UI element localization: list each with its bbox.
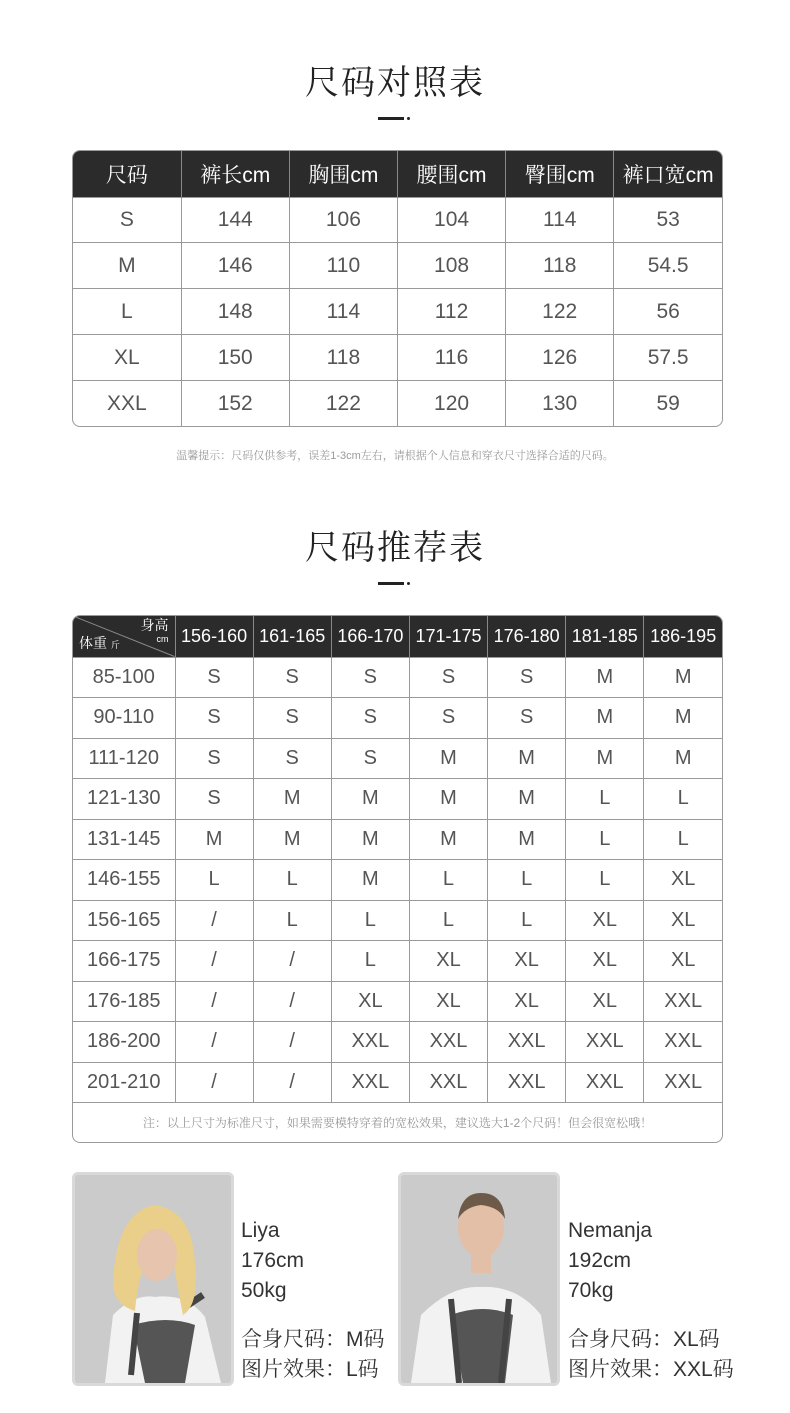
size-cell: 146	[181, 243, 289, 289]
recommend-cell: XXL	[488, 1062, 566, 1103]
size-cell: XL	[73, 335, 181, 381]
size-cell: 120	[397, 381, 505, 426]
recommend-cell: L	[331, 900, 409, 941]
model-name: Nemanja	[568, 1219, 653, 1242]
recommend-chart-title: 尺码推荐表	[305, 529, 485, 567]
weight-cell: 131-145	[73, 819, 175, 860]
model-photo-liya	[72, 1172, 234, 1386]
model-photo-size: 图片效果：XXL码	[568, 1358, 734, 1381]
model-weight: 50kg	[241, 1279, 287, 1302]
recommend-cell: M	[488, 779, 566, 820]
weight-cell: 121-130	[73, 779, 175, 820]
table-row	[73, 738, 722, 779]
recommend-cell: XL	[409, 941, 487, 982]
size-cell: 53	[614, 197, 722, 243]
size-cell: 108	[397, 243, 505, 289]
recommend-cell: XXL	[644, 981, 722, 1022]
size-cell: 116	[397, 335, 505, 381]
weight-cell: 166-175	[73, 941, 175, 982]
corner-height-label: 身高	[140, 617, 169, 633]
recommend-cell: S	[409, 698, 487, 739]
corner-weight-unit: 斤	[110, 639, 120, 650]
corner-header	[73, 616, 175, 657]
recommend-cell: XXL	[566, 1062, 644, 1103]
height-header-cell: 171-175	[409, 616, 487, 657]
size-cell: 114	[506, 197, 614, 243]
size-cell: 59	[614, 381, 722, 426]
recommend-cell: XL	[644, 860, 722, 901]
weight-cell: 111-120	[73, 738, 175, 779]
recommend-cell: L	[175, 860, 253, 901]
recommend-cell: L	[488, 900, 566, 941]
size-header-cell: 裤长cm	[181, 151, 289, 197]
weight-cell: 90-110	[73, 698, 175, 739]
recommend-cell: L	[566, 819, 644, 860]
size-cell: 130	[506, 381, 614, 426]
recommend-cell: XXL	[488, 1022, 566, 1063]
size-cell: 110	[289, 243, 397, 289]
height-header-cell: 186-195	[644, 616, 722, 657]
recommend-cell: L	[644, 819, 722, 860]
recommend-cell: S	[331, 698, 409, 739]
table-row	[73, 289, 722, 335]
height-header-cell: 181-185	[566, 616, 644, 657]
recommend-cell: XL	[566, 941, 644, 982]
recommend-cell: S	[253, 657, 331, 698]
recommend-cell: M	[644, 657, 722, 698]
recommend-cell: S	[488, 698, 566, 739]
model-photo-nemanja	[398, 1172, 560, 1386]
recommend-cell: XL	[644, 941, 722, 982]
recommend-cell: L	[409, 860, 487, 901]
recommend-cell: M	[644, 738, 722, 779]
recommend-cell: /	[253, 981, 331, 1022]
recommend-cell: XL	[409, 981, 487, 1022]
size-cell: XXL	[73, 381, 181, 426]
model-photo-size: 图片效果：L码	[241, 1358, 379, 1381]
weight-cell: 146-155	[73, 860, 175, 901]
weight-cell: 85-100	[73, 657, 175, 698]
table-row	[73, 657, 722, 698]
recommend-cell: M	[488, 738, 566, 779]
recommend-note: 注：以上尺寸为标准尺寸，如果需要模特穿着的宽松效果，建议选大1-2个尺码！但会很宽松哦！	[73, 1102, 722, 1142]
recommend-cell: XL	[488, 981, 566, 1022]
size-tip: 温馨提示：尺码仅供参考，误差1-3cm左右，请根据个人信息和穿衣尺寸选择合适的尺码。	[176, 450, 614, 462]
corner-weight-label: 体重	[79, 634, 107, 651]
size-cell: 56	[614, 289, 722, 335]
recommend-cell: XXL	[409, 1062, 487, 1103]
model-fit-size: 合身尺码：XL码	[568, 1328, 720, 1351]
model-height: 176cm	[241, 1249, 305, 1272]
recommend-cell: XXL	[644, 1022, 722, 1063]
table-row	[73, 1062, 722, 1103]
recommend-cell: M	[409, 738, 487, 779]
height-header-cell: 166-170	[331, 616, 409, 657]
recommend-cell: XL	[566, 900, 644, 941]
size-cell: 150	[181, 335, 289, 381]
size-cell: 112	[397, 289, 505, 335]
recommend-cell: S	[409, 657, 487, 698]
size-cell: 54.5	[614, 243, 722, 289]
table-row	[73, 1022, 722, 1063]
recommend-cell: M	[331, 779, 409, 820]
recommend-cell: S	[331, 738, 409, 779]
size-cell: 148	[181, 289, 289, 335]
size-cell: 122	[289, 381, 397, 426]
recommend-chart-table	[72, 615, 723, 1143]
size-cell: 118	[289, 335, 397, 381]
model-fit-size: 合身尺码：M码	[241, 1328, 385, 1351]
recommend-cell: L	[253, 860, 331, 901]
recommend-cell: /	[175, 1062, 253, 1103]
recommend-cell: M	[566, 657, 644, 698]
recommend-cell: M	[566, 698, 644, 739]
table-row	[73, 860, 722, 901]
weight-cell: 201-210	[73, 1062, 175, 1103]
table-row	[73, 243, 722, 289]
recommend-cell: /	[175, 941, 253, 982]
size-cell: 114	[289, 289, 397, 335]
recommend-cell: M	[409, 779, 487, 820]
recommend-cell: M	[644, 698, 722, 739]
size-header-cell: 尺码	[73, 151, 181, 197]
recommend-cell: L	[409, 900, 487, 941]
size-cell: 122	[506, 289, 614, 335]
corner-height-unit: cm	[156, 634, 169, 644]
recommend-cell: /	[253, 1022, 331, 1063]
recommend-cell: /	[253, 941, 331, 982]
recommend-cell: XXL	[331, 1022, 409, 1063]
model-weight: 70kg	[568, 1279, 614, 1302]
recommend-cell: M	[175, 819, 253, 860]
recommend-cell: XL	[644, 900, 722, 941]
recommend-cell: /	[175, 1022, 253, 1063]
size-cell: 152	[181, 381, 289, 426]
size-cell: 144	[181, 197, 289, 243]
recommend-cell: S	[488, 657, 566, 698]
height-header-cell: 176-180	[488, 616, 566, 657]
recommend-cell: L	[253, 900, 331, 941]
size-cell: 106	[289, 197, 397, 243]
model-name: Liya	[241, 1219, 280, 1242]
size-header-cell: 胸围cm	[289, 151, 397, 197]
size-chart-title: 尺码对照表	[305, 64, 485, 102]
title-divider	[378, 114, 412, 124]
recommend-cell: M	[331, 819, 409, 860]
height-header-cell: 161-165	[253, 616, 331, 657]
table-row	[73, 779, 722, 820]
size-chart-table	[72, 150, 723, 427]
model-info-nemanja	[568, 1216, 734, 1385]
recommend-cell: M	[488, 819, 566, 860]
recommend-cell: M	[253, 779, 331, 820]
title-divider	[378, 579, 412, 589]
recommend-cell: S	[175, 738, 253, 779]
recommend-cell: XXL	[566, 1022, 644, 1063]
table-row	[73, 900, 722, 941]
recommend-cell: L	[331, 941, 409, 982]
size-cell: L	[73, 289, 181, 335]
table-row	[73, 335, 722, 381]
recommend-cell: XXL	[331, 1062, 409, 1103]
height-header-cell: 156-160	[175, 616, 253, 657]
size-header-cell: 裤口宽cm	[614, 151, 722, 197]
recommend-cell: M	[409, 819, 487, 860]
recommend-cell: S	[331, 657, 409, 698]
recommend-cell: L	[566, 860, 644, 901]
table-row	[73, 381, 722, 426]
recommend-cell: S	[253, 698, 331, 739]
size-cell: 126	[506, 335, 614, 381]
table-row	[73, 819, 722, 860]
recommend-cell: S	[175, 779, 253, 820]
recommend-cell: L	[488, 860, 566, 901]
size-cell: 57.5	[614, 335, 722, 381]
recommend-cell: S	[175, 657, 253, 698]
size-cell: S	[73, 197, 181, 243]
weight-cell: 176-185	[73, 981, 175, 1022]
recommend-cell: /	[175, 981, 253, 1022]
table-row	[73, 981, 722, 1022]
recommend-cell: M	[566, 738, 644, 779]
recommend-cell: XL	[566, 981, 644, 1022]
table-row	[73, 941, 722, 982]
recommend-cell: /	[175, 900, 253, 941]
recommend-cell: XXL	[409, 1022, 487, 1063]
recommend-cell: XL	[488, 941, 566, 982]
recommend-cell: S	[253, 738, 331, 779]
table-row	[73, 197, 722, 243]
recommend-cell: XL	[331, 981, 409, 1022]
recommend-cell: M	[331, 860, 409, 901]
recommend-cell: S	[175, 698, 253, 739]
recommend-cell: /	[253, 1062, 331, 1103]
recommend-cell: XXL	[644, 1062, 722, 1103]
model-height: 192cm	[568, 1249, 632, 1272]
recommend-cell: M	[253, 819, 331, 860]
size-header-cell: 臀围cm	[506, 151, 614, 197]
size-cell: 118	[506, 243, 614, 289]
size-cell: M	[73, 243, 181, 289]
recommend-cell: L	[566, 779, 644, 820]
recommend-cell: L	[644, 779, 722, 820]
weight-cell: 186-200	[73, 1022, 175, 1063]
table-row	[73, 698, 722, 739]
model-info-liya	[241, 1216, 385, 1385]
weight-cell: 156-165	[73, 900, 175, 941]
size-header-cell: 腰围cm	[397, 151, 505, 197]
size-cell: 104	[397, 197, 505, 243]
